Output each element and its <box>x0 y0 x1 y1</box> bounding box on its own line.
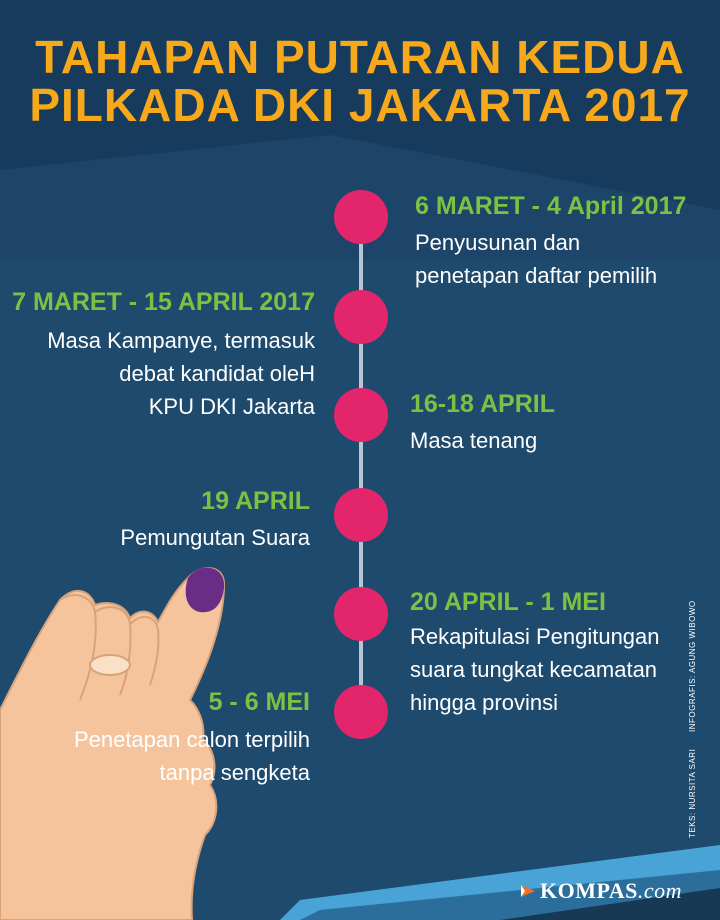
logo-suffix: .com <box>637 878 683 903</box>
timeline-date: 16-18 APRIL <box>410 390 555 418</box>
timeline-desc <box>74 723 310 789</box>
credit-text-author: TEKS: NURSITA SARI <box>688 748 697 838</box>
timeline-desc-line: KPU DKI Jakarta <box>148 394 315 419</box>
timeline-dot <box>334 587 388 641</box>
credits <box>688 586 697 838</box>
timeline-desc-line: Masa tenang <box>410 428 538 453</box>
credit-graphic-author: INFOGRAFIS: AGUNG WIBOWO <box>688 600 697 732</box>
timeline-date: 5 - 6 MEI <box>208 688 310 716</box>
kompas-logo <box>520 878 682 904</box>
timeline-desc-line: Penyusunan dan <box>415 230 581 255</box>
timeline-desc-line: penetapan daftar pemilih <box>415 263 658 288</box>
timeline-desc <box>410 424 537 457</box>
timeline-desc-line: hingga provinsi <box>410 690 558 715</box>
timeline-desc-line: Penetapan calon terpilih <box>73 727 310 752</box>
timeline-desc <box>410 620 660 719</box>
timeline-desc <box>47 324 315 423</box>
kompas-logo-text <box>540 878 682 904</box>
timeline-desc-line: tanpa sengketa <box>159 760 310 785</box>
timeline-desc <box>120 521 310 554</box>
timeline-date: 7 MARET - 15 APRIL 2017 <box>12 288 315 316</box>
timeline-dot <box>334 290 388 344</box>
timeline-dot <box>334 388 388 442</box>
page-title: TAHAPAN PUTARAN KEDUA <box>35 31 685 83</box>
timeline-desc-line: Masa Kampanye, termasuk <box>47 328 315 353</box>
timeline-desc-line: debat kandidat oleH <box>119 361 315 386</box>
timeline-date: 19 APRIL <box>201 487 310 515</box>
timeline-dot <box>334 685 388 739</box>
timeline-dot <box>334 190 388 244</box>
timeline-desc-line: suara tungkat kecamatan <box>410 657 658 682</box>
timeline-desc-line: Pemungutan Suara <box>120 525 310 550</box>
logo-name: KOMPAS <box>540 878 638 903</box>
timeline-desc <box>415 226 657 292</box>
kompas-logo-icon <box>520 883 536 899</box>
timeline-date: 6 MARET - 4 April 2017 <box>415 192 687 220</box>
timeline-dot <box>334 488 388 542</box>
timeline-desc-line: Rekapitulasi Pengitungan <box>410 624 660 649</box>
timeline-date: 20 APRIL - 1 MEI <box>410 588 606 616</box>
page-subtitle: PILKADA DKI JAKARTA 2017 <box>29 79 691 131</box>
